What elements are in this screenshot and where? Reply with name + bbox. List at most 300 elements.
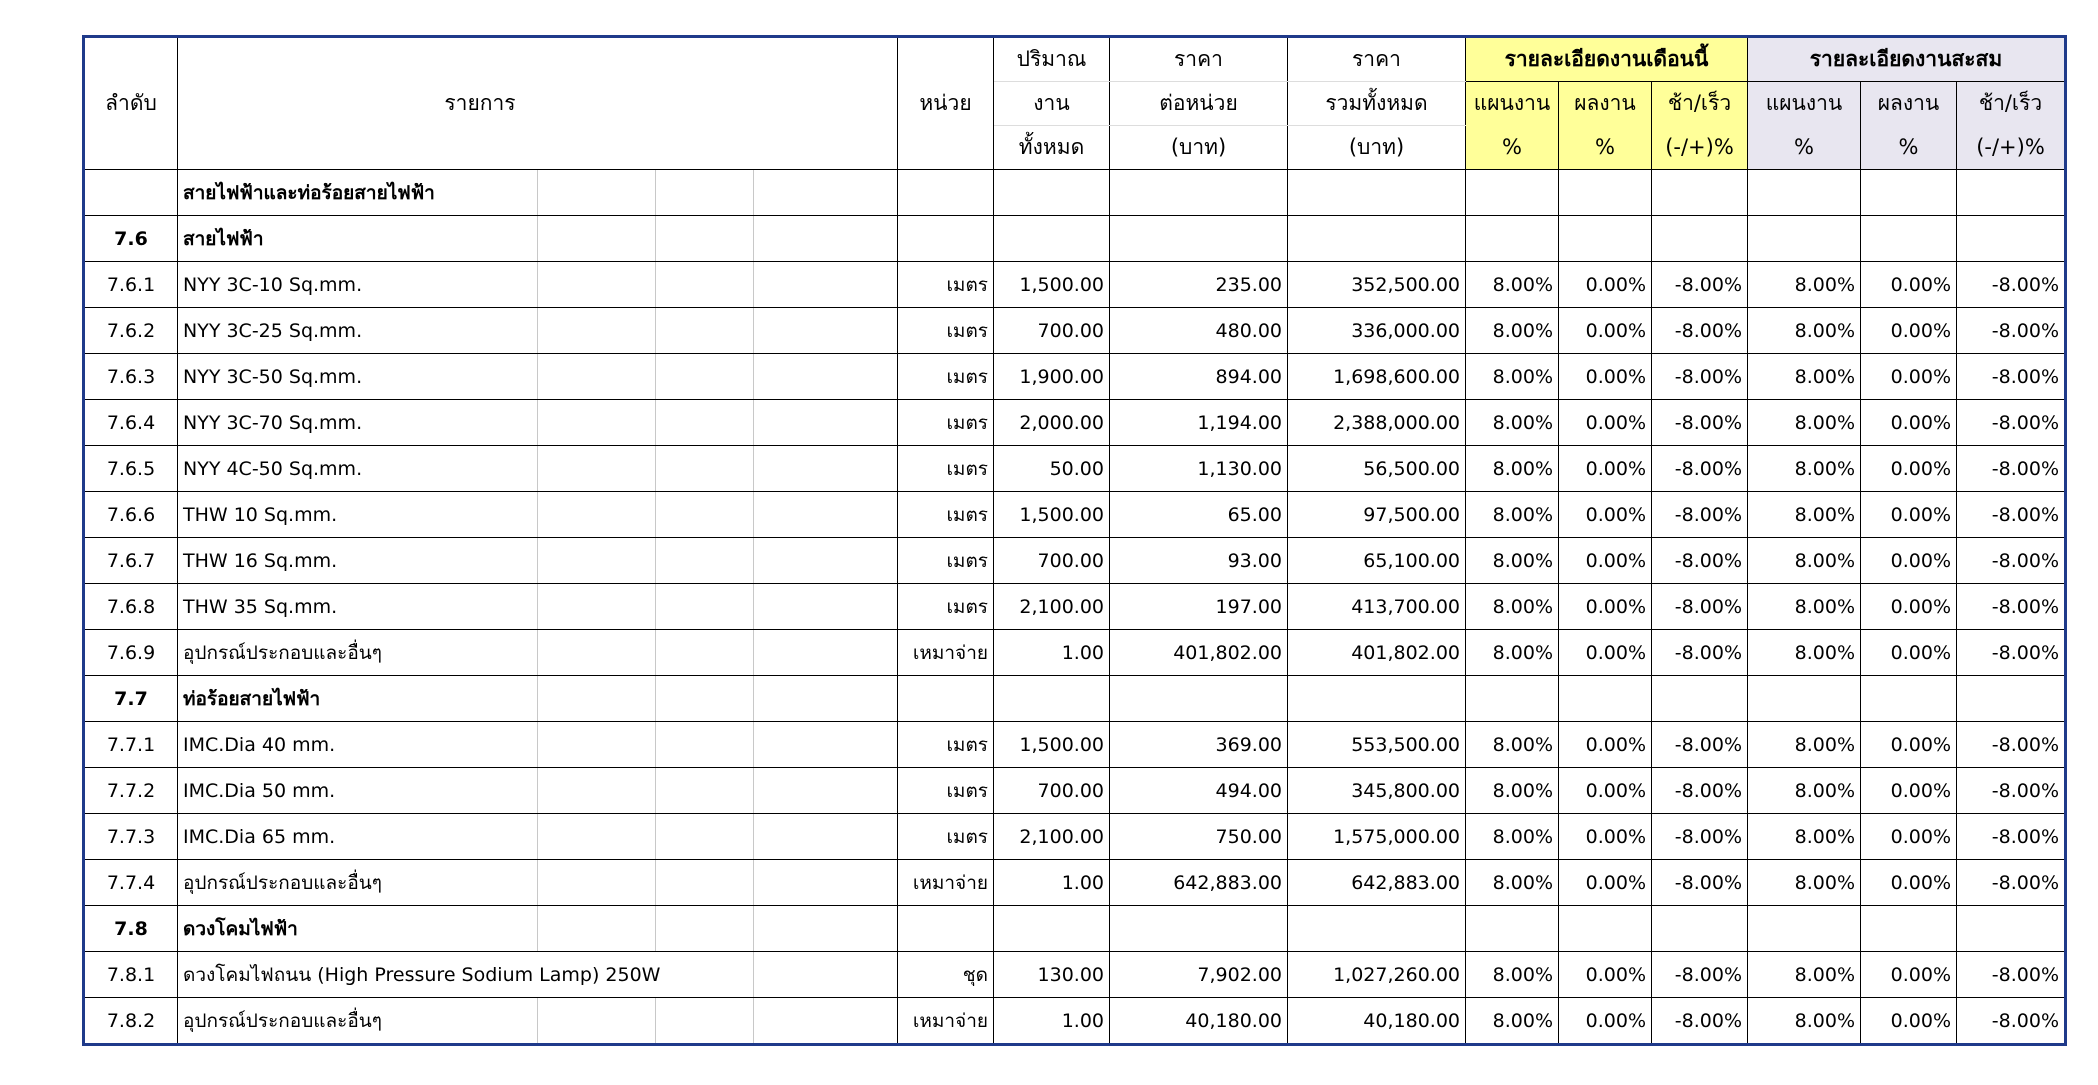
row-unit-price: 93.00 — [1110, 538, 1288, 584]
row-total: 97,500.00 — [1288, 492, 1466, 538]
header-diff-pct: (-/+)% — [1652, 126, 1748, 170]
empty-cell — [1957, 216, 2066, 262]
row-cum-diff: -8.00% — [1957, 860, 2066, 906]
table-row — [84, 538, 2066, 584]
desc-split — [538, 262, 656, 308]
desc-split — [538, 308, 656, 354]
row-month-plan: 8.00% — [1466, 400, 1559, 446]
no-cell — [84, 170, 178, 216]
row-cum-result: 0.00% — [1861, 860, 1957, 906]
progress-table — [82, 35, 2067, 1046]
empty-cell — [1861, 216, 1957, 262]
desc-split — [656, 584, 754, 630]
desc-split — [656, 538, 754, 584]
header-unit-price: ราคา — [1110, 37, 1288, 82]
row-total: 1,698,600.00 — [1288, 354, 1466, 400]
empty-cell — [1288, 906, 1466, 952]
row-unit: เมตร — [898, 354, 994, 400]
row-cum-diff: -8.00% — [1957, 814, 2066, 860]
empty-cell — [1748, 170, 1861, 216]
table-row — [84, 768, 2066, 814]
empty-cell — [1559, 216, 1652, 262]
table-row — [84, 952, 2066, 998]
row-cum-result: 0.00% — [1861, 814, 1957, 860]
row-no: 7.7.4 — [84, 860, 178, 906]
desc-split — [754, 354, 898, 400]
row-qty: 1,500.00 — [994, 722, 1110, 768]
row-label: NYY 3C-70 Sq.mm. — [178, 400, 538, 446]
row-qty: 2,100.00 — [994, 584, 1110, 630]
row-no: 7.6.1 — [84, 262, 178, 308]
row-cum-result: 0.00% — [1861, 400, 1957, 446]
row-cum-diff: -8.00% — [1957, 630, 2066, 676]
group-row — [84, 906, 2066, 952]
section-row — [84, 170, 2066, 216]
table-row — [84, 354, 2066, 400]
empty-cell — [1957, 906, 2066, 952]
row-month-result: 0.00% — [1559, 262, 1652, 308]
empty-cell — [1652, 906, 1748, 952]
row-unit-price: 65.00 — [1110, 492, 1288, 538]
row-month-diff: -8.00% — [1652, 584, 1748, 630]
desc-split — [538, 998, 656, 1045]
row-month-plan: 8.00% — [1466, 584, 1559, 630]
row-qty: 2,000.00 — [994, 400, 1110, 446]
row-month-result: 0.00% — [1559, 814, 1652, 860]
row-unit: เมตร — [898, 400, 994, 446]
table-row — [84, 446, 2066, 492]
empty-cell — [1861, 676, 1957, 722]
row-label: NYY 4C-50 Sq.mm. — [178, 446, 538, 492]
row-total: 56,500.00 — [1288, 446, 1466, 492]
row-label: THW 10 Sq.mm. — [178, 492, 538, 538]
empty-cell — [898, 676, 994, 722]
empty-cell — [1110, 906, 1288, 952]
table-row — [84, 814, 2066, 860]
row-qty: 1.00 — [994, 860, 1110, 906]
row-cum-plan: 8.00% — [1748, 952, 1861, 998]
row-no: 7.8.2 — [84, 998, 178, 1045]
desc-split — [754, 584, 898, 630]
row-unit-price: 750.00 — [1110, 814, 1288, 860]
row-unit-price: 480.00 — [1110, 308, 1288, 354]
row-cum-diff: -8.00% — [1957, 722, 2066, 768]
empty-cell — [1466, 216, 1559, 262]
row-cum-plan: 8.00% — [1748, 446, 1861, 492]
empty-cell — [994, 216, 1110, 262]
header-diff: ช้า/เร็ว — [1652, 82, 1748, 126]
row-unit: เมตร — [898, 814, 994, 860]
group-row — [84, 216, 2066, 262]
row-month-plan: 8.00% — [1466, 308, 1559, 354]
desc-split — [656, 492, 754, 538]
row-unit-price: 894.00 — [1110, 354, 1288, 400]
row-month-plan: 8.00% — [1466, 952, 1559, 998]
row-cum-plan: 8.00% — [1748, 400, 1861, 446]
row-month-plan: 8.00% — [1466, 860, 1559, 906]
desc-split — [538, 722, 656, 768]
desc-split — [656, 170, 754, 216]
table-row — [84, 860, 2066, 906]
header-qty: ทั้งหมด — [994, 126, 1110, 170]
row-unit: เมตร — [898, 308, 994, 354]
header-pct: % — [1466, 126, 1559, 170]
row-month-plan: 8.00% — [1466, 492, 1559, 538]
desc-split — [754, 538, 898, 584]
row-unit-price: 235.00 — [1110, 262, 1288, 308]
section-title: สายไฟฟ้าและท่อร้อยสายไฟฟ้า — [178, 170, 538, 216]
empty-cell — [898, 216, 994, 262]
row-month-result: 0.00% — [1559, 584, 1652, 630]
row-month-plan: 8.00% — [1466, 538, 1559, 584]
row-label: อุปกรณ์ประกอบและอื่นๆ — [178, 630, 538, 676]
row-total: 352,500.00 — [1288, 262, 1466, 308]
row-total: 1,575,000.00 — [1288, 814, 1466, 860]
header-month-group: รายละเอียดงานเดือนนี้ — [1466, 37, 1748, 82]
desc-split — [754, 998, 898, 1045]
row-unit: เหมาจ่าย — [898, 998, 994, 1045]
row-cum-plan: 8.00% — [1748, 308, 1861, 354]
row-cum-result: 0.00% — [1861, 492, 1957, 538]
empty-cell — [1466, 676, 1559, 722]
empty-cell — [1748, 906, 1861, 952]
group-label: สายไฟฟ้า — [178, 216, 538, 262]
header-plan: แผนงาน — [1748, 82, 1861, 126]
row-cum-result: 0.00% — [1861, 630, 1957, 676]
row-cum-result: 0.00% — [1861, 584, 1957, 630]
desc-split — [538, 676, 656, 722]
empty-cell — [1466, 906, 1559, 952]
desc-split — [538, 860, 656, 906]
row-no: 7.8.1 — [84, 952, 178, 998]
header-pct: % — [1861, 126, 1957, 170]
row-total: 336,000.00 — [1288, 308, 1466, 354]
row-cum-plan: 8.00% — [1748, 860, 1861, 906]
empty-cell — [1110, 676, 1288, 722]
header-total-price: รวมทั้งหมด — [1288, 82, 1466, 126]
row-total: 642,883.00 — [1288, 860, 1466, 906]
row-total: 2,388,000.00 — [1288, 400, 1466, 446]
row-label: อุปกรณ์ประกอบและอื่นๆ — [178, 998, 538, 1045]
row-cum-diff: -8.00% — [1957, 584, 2066, 630]
row-total: 401,802.00 — [1288, 630, 1466, 676]
desc-split — [656, 216, 754, 262]
empty-cell — [1559, 676, 1652, 722]
desc-split — [538, 354, 656, 400]
empty-cell — [1288, 170, 1466, 216]
row-month-diff: -8.00% — [1652, 814, 1748, 860]
row-month-result: 0.00% — [1559, 354, 1652, 400]
empty-cell — [1957, 170, 2066, 216]
desc-split — [656, 308, 754, 354]
desc-split — [754, 814, 898, 860]
table-row — [84, 308, 2066, 354]
desc-split — [754, 170, 898, 216]
row-month-plan: 8.00% — [1466, 630, 1559, 676]
desc-split — [754, 860, 898, 906]
row-unit: เมตร — [898, 262, 994, 308]
desc-split — [656, 676, 754, 722]
row-month-plan: 8.00% — [1466, 998, 1559, 1045]
row-unit: เมตร — [898, 492, 994, 538]
row-month-diff: -8.00% — [1652, 722, 1748, 768]
empty-cell — [1861, 906, 1957, 952]
desc-split — [754, 722, 898, 768]
table-row — [84, 630, 2066, 676]
header-result: ผลงาน — [1559, 82, 1652, 126]
header-diff-pct: (-/+)% — [1957, 126, 2066, 170]
row-month-plan: 8.00% — [1466, 768, 1559, 814]
empty-cell — [898, 906, 994, 952]
desc-split — [754, 308, 898, 354]
row-cum-plan: 8.00% — [1748, 354, 1861, 400]
row-month-plan: 8.00% — [1466, 446, 1559, 492]
row-cum-plan: 8.00% — [1748, 630, 1861, 676]
row-cum-diff: -8.00% — [1957, 446, 2066, 492]
group-row — [84, 676, 2066, 722]
desc-split — [538, 630, 656, 676]
row-no: 7.6.9 — [84, 630, 178, 676]
row-qty: 700.00 — [994, 538, 1110, 584]
empty-cell — [994, 170, 1110, 216]
row-unit-price: 494.00 — [1110, 768, 1288, 814]
row-cum-plan: 8.00% — [1748, 262, 1861, 308]
desc-split — [656, 722, 754, 768]
row-month-diff: -8.00% — [1652, 400, 1748, 446]
row-label: อุปกรณ์ประกอบและอื่นๆ — [178, 860, 538, 906]
row-month-result: 0.00% — [1559, 952, 1652, 998]
row-cum-diff: -8.00% — [1957, 952, 2066, 998]
group-no: 7.6 — [84, 216, 178, 262]
row-no: 7.6.4 — [84, 400, 178, 446]
row-no: 7.6.6 — [84, 492, 178, 538]
row-month-diff: -8.00% — [1652, 768, 1748, 814]
desc-split — [754, 952, 898, 998]
empty-cell — [1652, 676, 1748, 722]
row-cum-diff: -8.00% — [1957, 262, 2066, 308]
row-cum-result: 0.00% — [1861, 446, 1957, 492]
desc-split — [754, 262, 898, 308]
row-unit: เมตร — [898, 768, 994, 814]
row-no: 7.6.7 — [84, 538, 178, 584]
row-qty: 50.00 — [994, 446, 1110, 492]
row-label: THW 35 Sq.mm. — [178, 584, 538, 630]
row-month-result: 0.00% — [1559, 998, 1652, 1045]
group-label: ดวงโคมไฟฟ้า — [178, 906, 538, 952]
row-qty: 1.00 — [994, 998, 1110, 1045]
empty-cell — [1288, 676, 1466, 722]
table-row — [84, 584, 2066, 630]
table-row — [84, 262, 2066, 308]
row-cum-diff: -8.00% — [1957, 538, 2066, 584]
empty-cell — [898, 170, 994, 216]
empty-cell — [1559, 906, 1652, 952]
row-month-result: 0.00% — [1559, 308, 1652, 354]
row-label: IMC.Dia 65 mm. — [178, 814, 538, 860]
header-diff: ช้า/เร็ว — [1957, 82, 2066, 126]
empty-cell — [1466, 170, 1559, 216]
table-row — [84, 492, 2066, 538]
desc-split — [656, 860, 754, 906]
row-total: 1,027,260.00 — [1288, 952, 1466, 998]
row-total: 553,500.00 — [1288, 722, 1466, 768]
row-qty: 1,900.00 — [994, 354, 1110, 400]
row-unit-price: 401,802.00 — [1110, 630, 1288, 676]
row-cum-result: 0.00% — [1861, 722, 1957, 768]
row-unit: เหมาจ่าย — [898, 630, 994, 676]
row-unit-price: 1,130.00 — [1110, 446, 1288, 492]
row-cum-result: 0.00% — [1861, 308, 1957, 354]
row-cum-diff: -8.00% — [1957, 354, 2066, 400]
header-total-price: ราคา — [1288, 37, 1466, 82]
row-cum-diff: -8.00% — [1957, 400, 2066, 446]
empty-cell — [1559, 170, 1652, 216]
row-month-plan: 8.00% — [1466, 814, 1559, 860]
empty-cell — [1748, 216, 1861, 262]
desc-split — [656, 262, 754, 308]
header-pct: % — [1748, 126, 1861, 170]
desc-split — [656, 998, 754, 1045]
header-total-price: (บาท) — [1288, 126, 1466, 170]
desc-split — [754, 492, 898, 538]
row-total: 65,100.00 — [1288, 538, 1466, 584]
row-qty: 700.00 — [994, 308, 1110, 354]
row-month-result: 0.00% — [1559, 860, 1652, 906]
header-no: ลำดับ — [84, 37, 178, 170]
table-row — [84, 722, 2066, 768]
row-cum-result: 0.00% — [1861, 952, 1957, 998]
row-cum-result: 0.00% — [1861, 538, 1957, 584]
row-cum-plan: 8.00% — [1748, 584, 1861, 630]
row-unit: เหมาจ่าย — [898, 860, 994, 906]
header-pct: % — [1559, 126, 1652, 170]
row-cum-diff: -8.00% — [1957, 308, 2066, 354]
row-month-diff: -8.00% — [1652, 998, 1748, 1045]
empty-cell — [1861, 170, 1957, 216]
empty-cell — [1110, 170, 1288, 216]
row-cum-plan: 8.00% — [1748, 998, 1861, 1045]
row-month-result: 0.00% — [1559, 630, 1652, 676]
row-label: NYY 3C-50 Sq.mm. — [178, 354, 538, 400]
desc-split — [754, 906, 898, 952]
desc-split — [656, 400, 754, 446]
row-month-result: 0.00% — [1559, 446, 1652, 492]
row-qty: 1.00 — [994, 630, 1110, 676]
row-qty: 130.00 — [994, 952, 1110, 998]
row-month-plan: 8.00% — [1466, 722, 1559, 768]
row-cum-plan: 8.00% — [1748, 814, 1861, 860]
desc-split — [754, 768, 898, 814]
row-month-plan: 8.00% — [1466, 262, 1559, 308]
row-month-plan: 8.00% — [1466, 354, 1559, 400]
desc-split — [538, 492, 656, 538]
row-unit-price: 1,194.00 — [1110, 400, 1288, 446]
row-qty: 700.00 — [994, 768, 1110, 814]
row-month-result: 0.00% — [1559, 538, 1652, 584]
row-cum-result: 0.00% — [1861, 768, 1957, 814]
row-total: 413,700.00 — [1288, 584, 1466, 630]
desc-split — [538, 584, 656, 630]
empty-cell — [1748, 676, 1861, 722]
row-month-result: 0.00% — [1559, 768, 1652, 814]
desc-split — [538, 170, 656, 216]
row-cum-result: 0.00% — [1861, 998, 1957, 1045]
header-unit-price: (บาท) — [1110, 126, 1288, 170]
desc-split — [538, 768, 656, 814]
group-no: 7.8 — [84, 906, 178, 952]
row-cum-plan: 8.00% — [1748, 538, 1861, 584]
desc-split — [656, 814, 754, 860]
desc-split — [656, 354, 754, 400]
header-cum-group: รายละเอียดงานสะสม — [1748, 37, 2066, 82]
row-unit-price: 7,902.00 — [1110, 952, 1288, 998]
empty-cell — [994, 676, 1110, 722]
row-cum-plan: 8.00% — [1748, 492, 1861, 538]
empty-cell — [1288, 216, 1466, 262]
desc-split — [538, 446, 656, 492]
header-unit: หน่วย — [898, 37, 994, 170]
row-month-diff: -8.00% — [1652, 952, 1748, 998]
header-unit-price: ต่อหน่วย — [1110, 82, 1288, 126]
header-result: ผลงาน — [1861, 82, 1957, 126]
desc-split — [754, 216, 898, 262]
row-month-diff: -8.00% — [1652, 262, 1748, 308]
desc-split — [538, 216, 656, 262]
desc-split — [656, 906, 754, 952]
row-month-result: 0.00% — [1559, 722, 1652, 768]
row-total: 345,800.00 — [1288, 768, 1466, 814]
row-no: 7.7.3 — [84, 814, 178, 860]
row-cum-diff: -8.00% — [1957, 998, 2066, 1045]
row-unit-price: 40,180.00 — [1110, 998, 1288, 1045]
desc-split — [754, 630, 898, 676]
row-month-diff: -8.00% — [1652, 446, 1748, 492]
desc-split — [538, 814, 656, 860]
row-month-diff: -8.00% — [1652, 630, 1748, 676]
row-label: IMC.Dia 50 mm. — [178, 768, 538, 814]
row-cum-result: 0.00% — [1861, 262, 1957, 308]
row-no: 7.7.2 — [84, 768, 178, 814]
row-unit: ชุด — [898, 952, 994, 998]
row-unit: เมตร — [898, 722, 994, 768]
empty-cell — [1110, 216, 1288, 262]
row-unit-price: 642,883.00 — [1110, 860, 1288, 906]
row-no: 7.6.2 — [84, 308, 178, 354]
table-row — [84, 998, 2066, 1045]
desc-split — [754, 400, 898, 446]
row-no: 7.6.8 — [84, 584, 178, 630]
header-qty: งาน — [994, 82, 1110, 126]
row-month-result: 0.00% — [1559, 492, 1652, 538]
row-no: 7.6.3 — [84, 354, 178, 400]
row-month-diff: -8.00% — [1652, 860, 1748, 906]
row-label: THW 16 Sq.mm. — [178, 538, 538, 584]
desc-split — [656, 768, 754, 814]
row-label: IMC.Dia 40 mm. — [178, 722, 538, 768]
desc-split — [656, 630, 754, 676]
empty-cell — [1652, 216, 1748, 262]
empty-cell — [994, 906, 1110, 952]
row-month-diff: -8.00% — [1652, 492, 1748, 538]
desc-split — [538, 906, 656, 952]
row-cum-plan: 8.00% — [1748, 768, 1861, 814]
row-cum-plan: 8.00% — [1748, 722, 1861, 768]
desc-split — [754, 446, 898, 492]
empty-cell — [1957, 676, 2066, 722]
row-unit: เมตร — [898, 538, 994, 584]
row-no: 7.6.5 — [84, 446, 178, 492]
row-total: 40,180.00 — [1288, 998, 1466, 1045]
